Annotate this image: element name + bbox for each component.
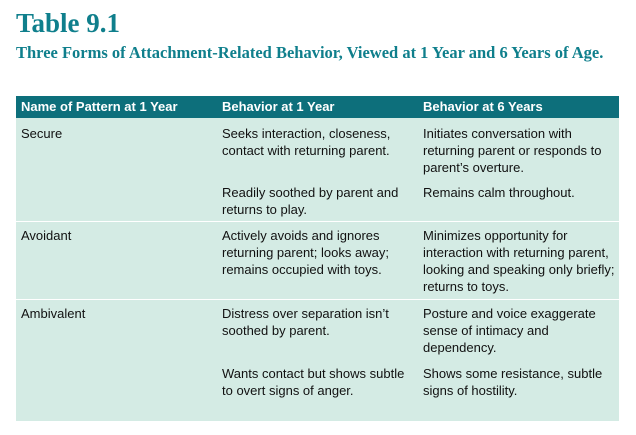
header-behavior-6-years: Behavior at 6 Years [423,99,543,114]
behavior-1-year-cell: Wants contact but shows subtle to overt signs of anger. [222,366,405,398]
header-pattern: Name of Pattern at 1 Year [21,99,178,114]
behavior-6-years-cell: Minimizes opportunity for interaction with returning parent, looking and speaking only briefly; returns to toys. [423,228,615,294]
behavior-1-year-cell: Actively avoids and ignores returning parent; looks away; remains occupied with toys. [222,228,389,277]
header-behavior-1-year: Behavior at 1 Year [222,99,335,114]
table-subtitle: Three Forms of Attachment-Related Behavior, Viewed at 1 Year and 6 Years of Age. [16,43,604,62]
attachment-table [16,96,619,421]
behavior-6-years-cell: Shows some resistance, subtle signs of hostility. [423,366,603,398]
pattern-cell: Avoidant [21,228,72,243]
pattern-cell: Ambivalent [21,306,86,321]
row-divider [16,299,619,300]
row-divider [16,221,619,222]
pattern-cell: Secure [21,126,63,141]
behavior-1-year-cell: Distress over separation isn’t soothed by parent. [222,306,389,338]
behavior-1-year-cell: Readily soothed by parent and returns to play. [222,185,399,217]
behavior-6-years-cell: Posture and voice exaggerate sense of intimacy and dependency. [423,306,596,355]
table-header [16,96,619,118]
behavior-6-years-cell: Initiates conversation with returning parent or responds to parent’s overture. [423,126,602,175]
behavior-6-years-cell: Remains calm throughout. [423,185,575,200]
behavior-1-year-cell: Seeks interaction, closeness, contact with returning parent. [222,126,391,158]
table-title: Table 9.1 [16,8,121,38]
